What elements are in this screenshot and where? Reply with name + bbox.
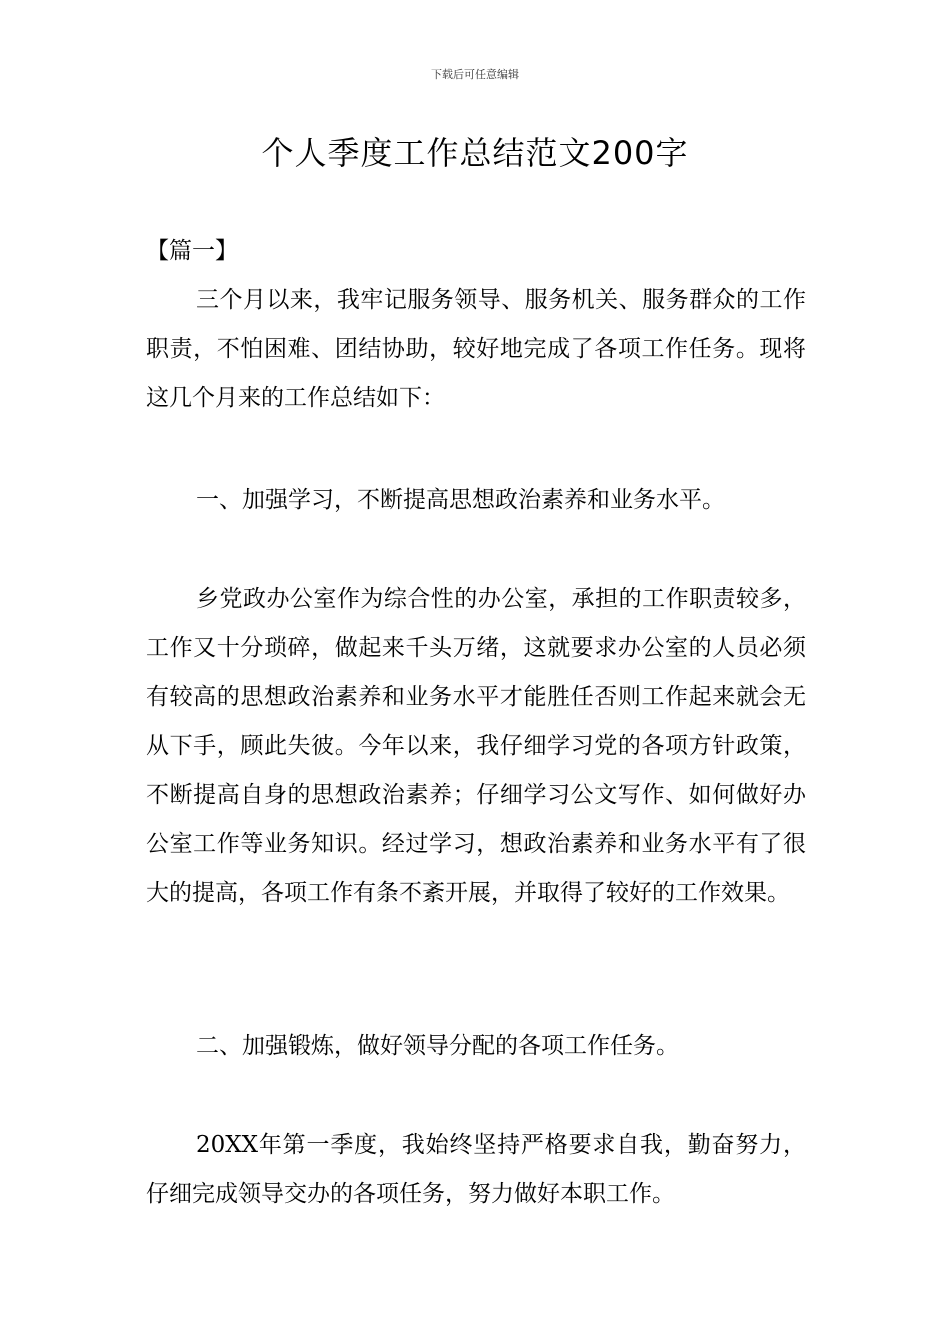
section-heading-1: 一、加强学习，不断提高思想政治素养和业务水平。 xyxy=(196,487,725,513)
section-heading-2: 二、加强锻炼，做好领导分配的各项工作任务。 xyxy=(196,1033,679,1059)
body-paragraph-2: 20XX年第一季度，我始终坚持严格要求自我，勤奋努力，仔细完成领导交办的各项任务，努力做好本职工作。 xyxy=(146,1132,806,1207)
header-note: 下载后可任意编辑 xyxy=(431,68,519,81)
page-title: 个人季度工作总结范文200字 xyxy=(261,134,689,172)
body-paragraph-1: 乡党政办公室作为综合性的办公室，承担的工作职责较多，工作又十分琐碎，做起来千头万绪，这就要求办公室的人员必须有较高的思想政治素养和业务水平才能胜任否则工作起来就会无从下手，顾此失彼。今年以来，我仔细学习党的各项方针政策，不断提高自身的思想政治素养；仔细学习公文写作、如何做好办公室工作等业务知识。经过学习，想政治素养和业务水平有了很大的提高，各项工作有条不紊开展，并取得了较好的工作效果。 xyxy=(146,586,806,906)
section-label: 【篇一】 xyxy=(146,238,238,264)
intro-paragraph: 三个月以来，我牢记服务领导、服务机关、服务群众的工作职责，不怕困难、团结协助，较好地完成了各项工作任务。现将这几个月来的工作总结如下： xyxy=(146,287,806,411)
